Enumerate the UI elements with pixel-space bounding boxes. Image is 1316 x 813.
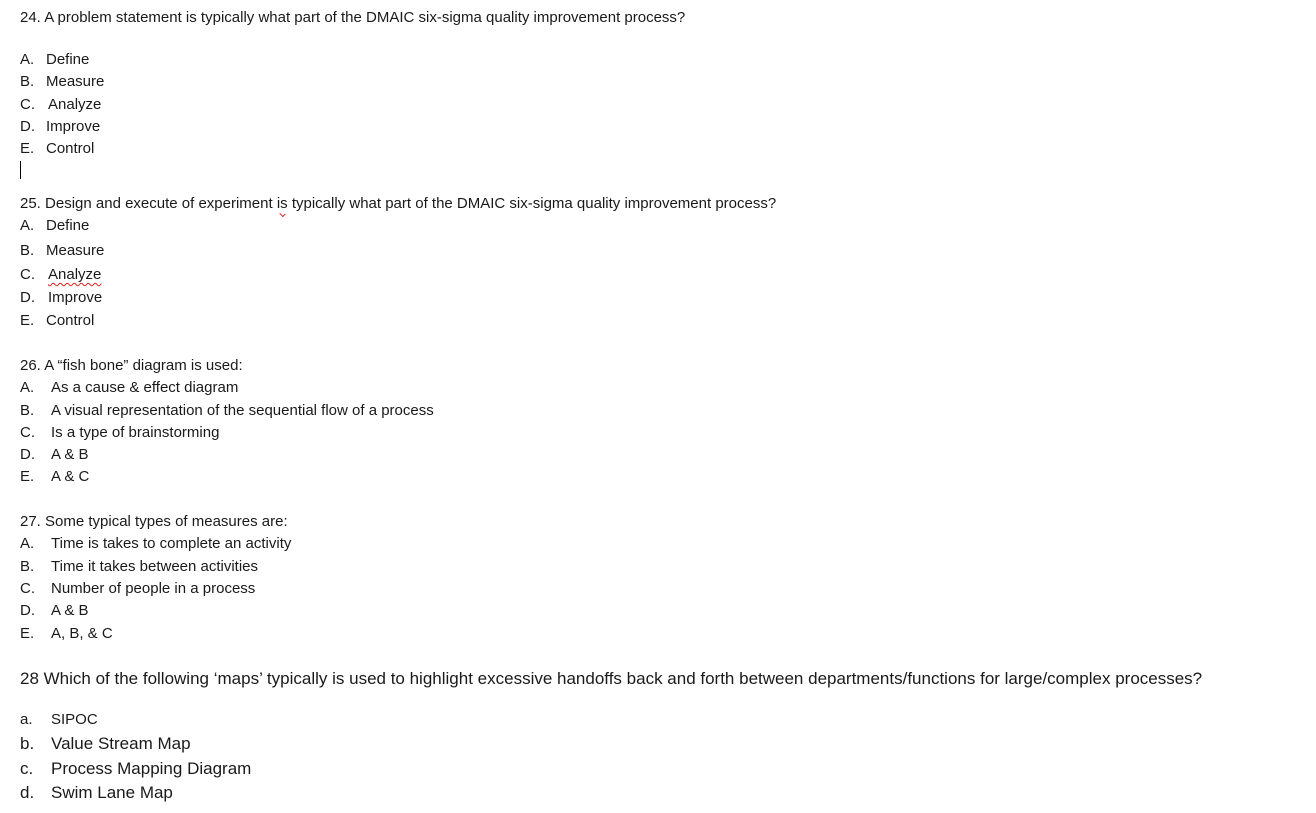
q27-option-c-label: C. [20, 580, 35, 597]
q24-option-e-text: Control [46, 140, 95, 157]
q25-option-d [20, 288, 102, 308]
q24-option-d [20, 117, 100, 137]
q25-option-d-label: D. [20, 289, 35, 306]
q25-option-e [20, 311, 94, 331]
q26-option-d-label: D. [20, 446, 35, 463]
q28-option-c-text: Process Mapping Diagram [51, 759, 252, 778]
q24-option-a-text: Define [46, 51, 90, 68]
q28-option-b-text: Value Stream Map [51, 734, 191, 753]
q25-option-a-text: Define [46, 217, 90, 234]
q27-option-e-text: A, B, & C [51, 625, 113, 642]
q26-option-c-label: C. [20, 424, 35, 441]
q26-option-e [20, 467, 89, 487]
q27-option-c-text: Number of people in a process [51, 580, 256, 597]
q27-option-e-label: E. [20, 625, 35, 642]
q28-option-b-label: b. [20, 734, 35, 753]
q25-option-a [20, 216, 89, 236]
question-25-flagged-word[interactable]: is [276, 195, 288, 212]
q28-option-d-label: d. [20, 783, 35, 802]
q25-option-c-label: C. [20, 266, 35, 283]
q26-option-b-label: B. [20, 402, 35, 419]
q27-option-b-label: B. [20, 558, 35, 575]
question-27: 27. Some typical types of measures are: [20, 513, 288, 530]
q26-option-a-text: As a cause & effect diagram [51, 379, 239, 396]
q28-option-b [20, 733, 191, 755]
q26-option-a [20, 378, 238, 398]
q28-option-a [20, 710, 98, 730]
q26-option-d-text: A & B [51, 446, 89, 463]
q25-option-c-text[interactable]: Analyze [48, 266, 102, 283]
q24-option-a [20, 50, 89, 70]
q25-option-a-label: A. [20, 217, 35, 234]
q24-option-a-label: A. [20, 51, 35, 68]
question-25-part-1: 25. Design and execute of experiment [20, 195, 277, 212]
q24-option-b-label: B. [20, 73, 35, 90]
q26-option-d [20, 445, 89, 465]
q24-option-c-text: Analyze [48, 96, 102, 113]
q24-option-e-label: E. [20, 140, 35, 157]
q25-option-b [20, 241, 104, 261]
q26-option-c [20, 423, 219, 443]
q25-option-e-text: Control [46, 312, 95, 329]
question-26: 26. A “fish bone” diagram is used: [20, 357, 243, 374]
question-24: 24. A problem statement is typically what part of the DMAIC six-sigma quality improvement process? [20, 9, 686, 26]
q24-option-c-label: C. [20, 96, 35, 113]
q25-option-c [20, 265, 101, 285]
q27-option-d [20, 601, 89, 621]
q26-option-b-text: A visual representation of the sequential flow of a process [51, 402, 434, 419]
q27-option-a-text: Time is takes to complete an activity [51, 535, 292, 552]
q27-option-b [20, 557, 258, 577]
q27-option-b-text: Time it takes between activities [51, 558, 259, 575]
question-25 [20, 194, 776, 214]
q26-option-c-text: Is a type of brainstorming [51, 424, 220, 441]
q28-option-c-label: c. [20, 759, 34, 778]
q25-option-b-text: Measure [46, 242, 105, 259]
q28-option-c [20, 758, 251, 780]
q25-option-e-label: E. [20, 312, 35, 329]
question-28: 28 Which of the following ‘maps’ typically is used to highlight excessive handoffs back and forth between departments/functions for large/complex processes? [20, 669, 1203, 688]
q27-option-e [20, 624, 113, 644]
q25-option-d-text: Improve [48, 289, 103, 306]
q24-option-b-text: Measure [46, 73, 105, 90]
question-25-part-2: typically what part of the DMAIC six-sigma quality improvement process? [287, 195, 777, 212]
q28-option-d-text: Swim Lane Map [51, 783, 173, 802]
q24-option-d-text: Improve [46, 118, 101, 135]
q26-option-e-label: E. [20, 468, 35, 485]
q28-option-a-label: a. [20, 711, 33, 728]
q26-option-b [20, 401, 434, 421]
q26-option-a-label: A. [20, 379, 35, 396]
q28-option-d [20, 782, 173, 804]
q27-option-a-label: A. [20, 535, 35, 552]
q24-option-d-label: D. [20, 118, 35, 135]
q25-option-b-label: B. [20, 242, 35, 259]
q26-option-e-text: A & C [51, 468, 90, 485]
q24-option-c [20, 95, 101, 115]
q28-option-a-text: SIPOC [51, 711, 98, 728]
text-cursor[interactable] [20, 161, 21, 179]
q27-option-d-text: A & B [51, 602, 89, 619]
q24-option-e [20, 139, 94, 159]
q27-option-c [20, 579, 255, 599]
q27-option-a [20, 534, 291, 554]
q24-option-b [20, 72, 104, 92]
q27-option-d-label: D. [20, 602, 35, 619]
